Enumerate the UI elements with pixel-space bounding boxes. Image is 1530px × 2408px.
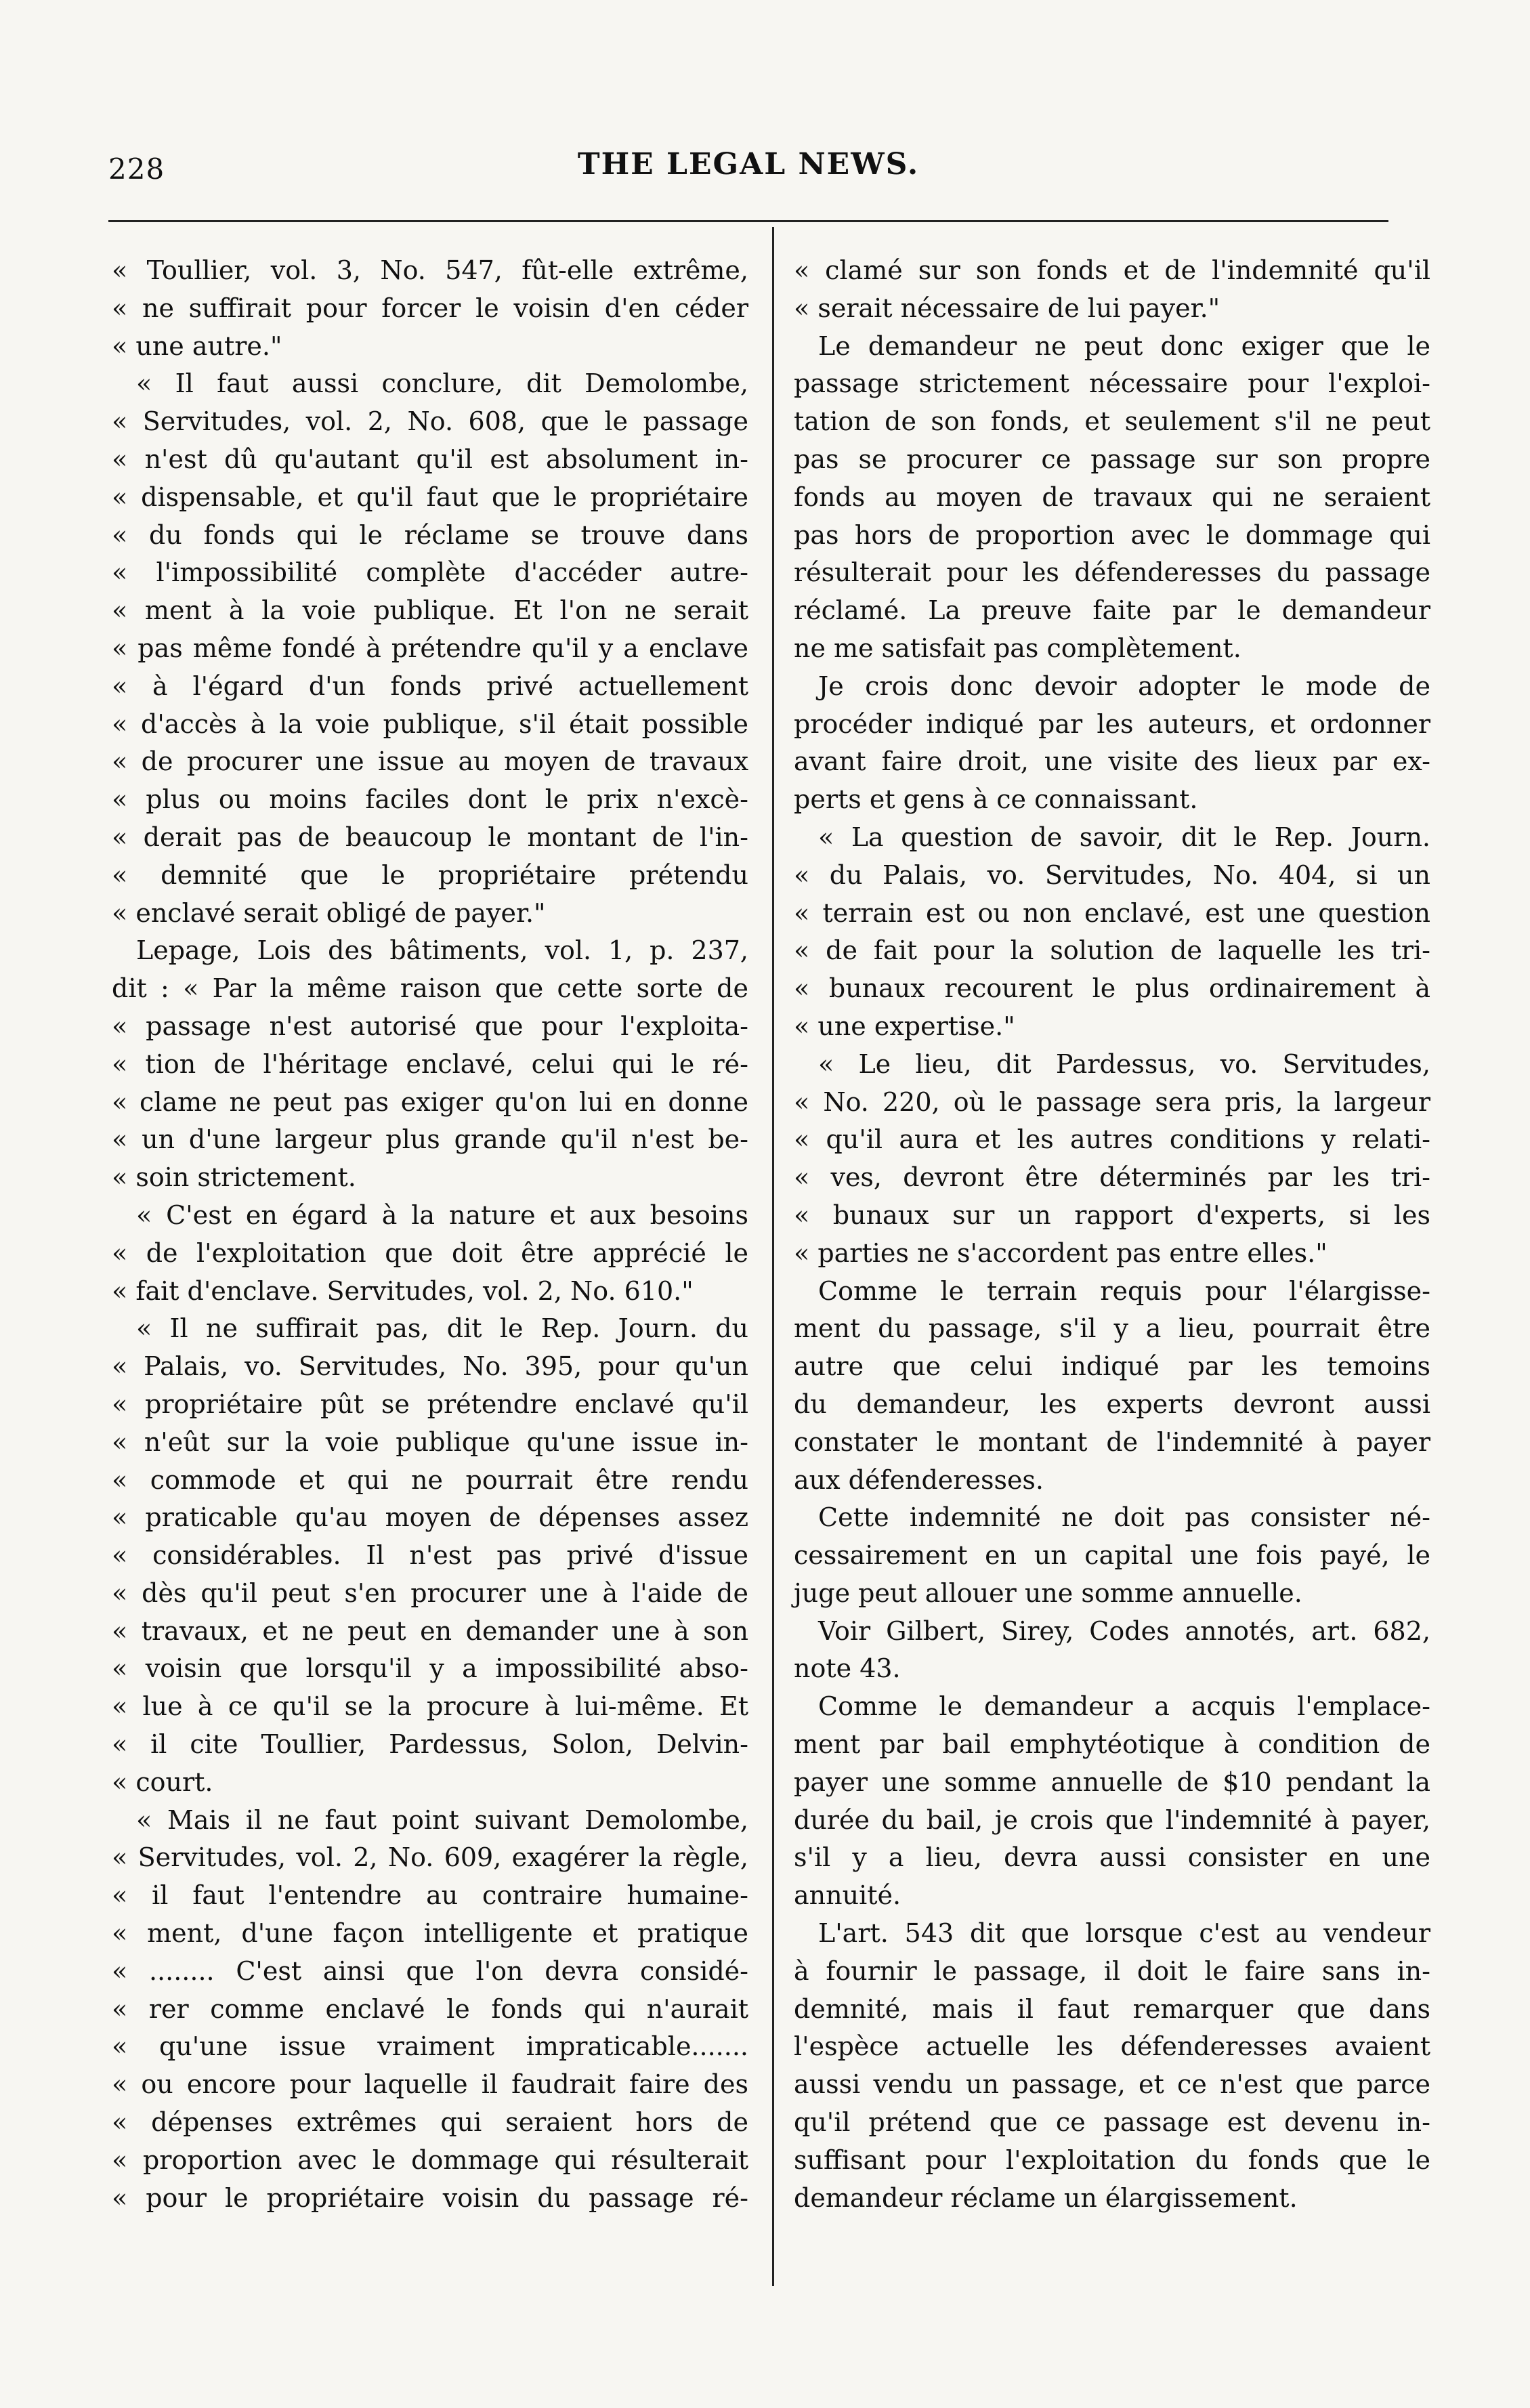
- running-title: THE LEGAL NEWS.: [577, 147, 920, 182]
- text-line: « Toullier, vol. 3, No. 547, fût-elle extrême,: [112, 255, 748, 285]
- text-line: juge peut allouer une somme annuelle.: [794, 1578, 1302, 1608]
- text-line: « n'est dû qu'autant qu'il est absolument in-: [112, 444, 748, 474]
- text-line: « Il faut aussi conclure, dit Demolombe,: [136, 368, 748, 399]
- text-line: payer une somme annuelle de $10 pendant la: [794, 1767, 1430, 1797]
- text-line: « Mais il ne faut point suivant Demolombe,: [136, 1804, 748, 1835]
- text-line: « ves, devront être déterminés par les tri-: [794, 1162, 1430, 1193]
- text-line: « C'est en égard à la nature et aux besoins: [136, 1200, 748, 1230]
- text-line: « La question de savoir, dit le Rep. Journ.: [818, 822, 1430, 852]
- text-line: « ment, d'une façon intelligente et pratique: [112, 1918, 748, 1949]
- text-line: l'espèce actuelle les défenderesses avaient: [794, 2031, 1430, 2062]
- text-line: suffisant pour l'exploitation du fonds que le: [794, 2145, 1430, 2175]
- text-line: Voir Gilbert, Sirey, Codes annotés, art. 682,: [818, 1615, 1430, 1646]
- column-divider: [772, 227, 774, 2286]
- text-line: fonds au moyen de travaux qui ne seraient: [794, 482, 1430, 512]
- text-line: « fait d'enclave. Servitudes, vol. 2, No. 610.": [112, 1275, 694, 1306]
- text-line: demandeur réclame un élargissement.: [794, 2182, 1298, 2213]
- text-line: « ne suffirait pour forcer le voisin d'en céder: [112, 293, 748, 323]
- text-line: procéder indiqué par les auteurs, et ordonner: [794, 709, 1430, 739]
- text-line: ne me satisfait pas complètement.: [794, 633, 1241, 663]
- text-line: « praticable qu'au moyen de dépenses assez: [112, 1502, 748, 1533]
- text-line: « bunaux recourent le plus ordinairement à: [794, 973, 1430, 1004]
- text-line: à fournir le passage, il doit le faire sans in-: [794, 1956, 1430, 1986]
- text-line: « soin strictement.: [112, 1162, 356, 1193]
- text-line: autre que celui indiqué par les temoins: [794, 1351, 1430, 1382]
- text-line: « il faut l'entendre au contraire humaine-: [112, 1880, 748, 1911]
- text-line: note 43.: [794, 1653, 901, 1684]
- text-line: « terrain est ou non enclavé, est une question: [794, 897, 1430, 928]
- text-line: avant faire droit, une visite des lieux par ex-: [794, 746, 1430, 777]
- text-line: « pas même fondé à prétendre qu'il y a enclave: [112, 633, 748, 663]
- text-line: « pour le propriétaire voisin du passage ré-: [112, 2182, 748, 2213]
- text-line: « une expertise.": [794, 1011, 1015, 1041]
- text-line: « proportion avec le dommage qui résulterait: [112, 2145, 748, 2175]
- text-line: « tion de l'héritage enclavé, celui qui le ré-: [112, 1049, 748, 1079]
- text-line: aux défenderesses.: [794, 1464, 1044, 1495]
- text-line: « lue à ce qu'il se la procure à lui-même. Et: [112, 1691, 748, 1722]
- text-line: « de l'exploitation que doit être apprécié le: [112, 1238, 748, 1268]
- text-line: « propriétaire pût se prétendre enclavé qu'il: [112, 1389, 748, 1419]
- text-line: « derait pas de beaucoup le montant de l'in-: [112, 822, 748, 852]
- text-line: « clame ne peut pas exiger qu'on lui en donne: [112, 1086, 748, 1117]
- text-line: « demnité que le propriétaire prétendu: [112, 860, 748, 890]
- text-line: réclamé. La preuve faite par le demandeur: [794, 595, 1430, 626]
- text-line: « No. 220, où le passage sera pris, la largeur: [794, 1086, 1430, 1117]
- text-line: « Servitudes, vol. 2, No. 608, que le passage: [112, 406, 748, 437]
- text-line: « qu'une issue vraiment impraticable.......: [112, 2031, 748, 2062]
- text-line: « Palais, vo. Servitudes, No. 395, pour qu'un: [112, 1351, 748, 1382]
- text-line: « voisin que lorsqu'il y a impossibilité abso-: [112, 1653, 748, 1684]
- text-line: Comme le demandeur a acquis l'emplace-: [818, 1691, 1430, 1722]
- text-line: s'il y a lieu, devra aussi consister en une: [794, 1842, 1430, 1873]
- text-line: « du fonds qui le réclame se trouve dans: [112, 520, 748, 550]
- text-line: « commode et qui ne pourrait être rendu: [112, 1464, 748, 1495]
- text-line: cessairement en un capital une fois payé, le: [794, 1540, 1430, 1571]
- text-line: tation de son fonds, et seulement s'il ne peut: [794, 406, 1430, 437]
- text-line: Comme le terrain requis pour l'élargisse-: [818, 1275, 1430, 1306]
- page-number: 228: [108, 152, 165, 186]
- text-line: « dispensable, et qu'il faut que le propriétaire: [112, 482, 748, 512]
- text-line: du demandeur, les experts devront aussi: [794, 1389, 1430, 1419]
- text-line: « parties ne s'accordent pas entre elles.": [794, 1238, 1327, 1268]
- text-line: « serait nécessaire de lui payer.": [794, 293, 1220, 323]
- text-line: « n'eût sur la voie publique qu'une issue in-: [112, 1427, 748, 1457]
- header-rule: [108, 220, 1388, 222]
- text-line: perts et gens à ce connaissant.: [794, 784, 1198, 815]
- text-line: « dépenses extrêmes qui seraient hors de: [112, 2107, 748, 2138]
- page-header: [108, 147, 1388, 200]
- text-line: durée du bail, je crois que l'indemnité à payer,: [794, 1804, 1430, 1835]
- text-line: « court.: [112, 1767, 213, 1797]
- text-line: pas se procurer ce passage sur son propre: [794, 444, 1430, 474]
- text-line: « ........ C'est ainsi que l'on devra considé-: [112, 1956, 748, 1986]
- text-line: pas hors de proportion avec le dommage qui: [794, 520, 1430, 550]
- text-line: « Servitudes, vol. 2, No. 609, exagérer la règle,: [112, 1842, 748, 1873]
- text-line: Lepage, Lois des bâtiments, vol. 1, p. 237,: [136, 935, 748, 966]
- text-line: « une autre.": [112, 331, 282, 361]
- text-line: « de procurer une issue au moyen de travaux: [112, 746, 748, 777]
- left-column: [112, 252, 748, 2217]
- text-line: Cette indemnité ne doit pas consister né-: [818, 1502, 1430, 1533]
- text-line: « rer comme enclavé le fonds qui n'aurait: [112, 1993, 748, 2024]
- text-line: qu'il prétend que ce passage est devenu in-: [794, 2107, 1430, 2138]
- text-line: demnité, mais il faut remarquer que dans: [794, 1993, 1430, 2024]
- text-line: « considérables. Il n'est pas privé d'issue: [112, 1540, 748, 1571]
- text-line: « plus ou moins faciles dont le prix n'excè-: [112, 784, 748, 815]
- text-line: « du Palais, vo. Servitudes, No. 404, si un: [794, 860, 1430, 890]
- text-line: Je crois donc devoir adopter le mode de: [818, 671, 1430, 701]
- text-line: « qu'il aura et les autres conditions y relati-: [794, 1124, 1430, 1155]
- text-line: ment par bail emphytéotique à condition de: [794, 1729, 1430, 1760]
- text-line: passage strictement nécessaire pour l'exploi-: [794, 368, 1430, 399]
- text-line: « clamé sur son fonds et de l'indemnité qu'il: [794, 255, 1430, 285]
- text-line: « Le lieu, dit Pardessus, vo. Servitudes,: [818, 1049, 1430, 1079]
- text-line: « l'impossibilité complète d'accéder autre-: [112, 557, 748, 588]
- text-line: « ment à la voie publique. Et l'on ne serait: [112, 595, 748, 626]
- text-line: dit : « Par la même raison que cette sorte de: [112, 973, 748, 1004]
- text-line: annuité.: [794, 1880, 901, 1911]
- text-line: « ou encore pour laquelle il faudrait faire des: [112, 2069, 748, 2100]
- text-line: « d'accès à la voie publique, s'il était possible: [112, 709, 748, 739]
- text-line: « enclavé serait obligé de payer.": [112, 897, 546, 928]
- text-line: « de fait pour la solution de laquelle les tri-: [794, 935, 1430, 966]
- text-line: « passage n'est autorisé que pour l'exploita-: [112, 1011, 748, 1041]
- text-line: Le demandeur ne peut donc exiger que le: [818, 331, 1430, 361]
- text-line: aussi vendu un passage, et ce n'est que parce: [794, 2069, 1430, 2100]
- text-line: résulterait pour les défenderesses du passage: [794, 557, 1430, 588]
- text-line: « il cite Toullier, Pardessus, Solon, Delvin-: [112, 1729, 748, 1760]
- text-line: « dès qu'il peut s'en procurer une à l'aide de: [112, 1578, 748, 1608]
- text-line: L'art. 543 dit que lorsque c'est au vendeur: [818, 1918, 1430, 1949]
- right-column: [794, 252, 1430, 2217]
- text-line: « à l'égard d'un fonds privé actuellement: [112, 671, 748, 701]
- text-line: « bunaux sur un rapport d'experts, si les: [794, 1200, 1430, 1230]
- text-line: « travaux, et ne peut en demander une à son: [112, 1615, 748, 1646]
- text-line: « Il ne suffirait pas, dit le Rep. Journ. du: [136, 1313, 748, 1344]
- text-line: ment du passage, s'il y a lieu, pourrait être: [794, 1313, 1430, 1344]
- text-line: constater le montant de l'indemnité à payer: [794, 1427, 1430, 1457]
- text-line: « un d'une largeur plus grande qu'il n'est be-: [112, 1124, 748, 1155]
